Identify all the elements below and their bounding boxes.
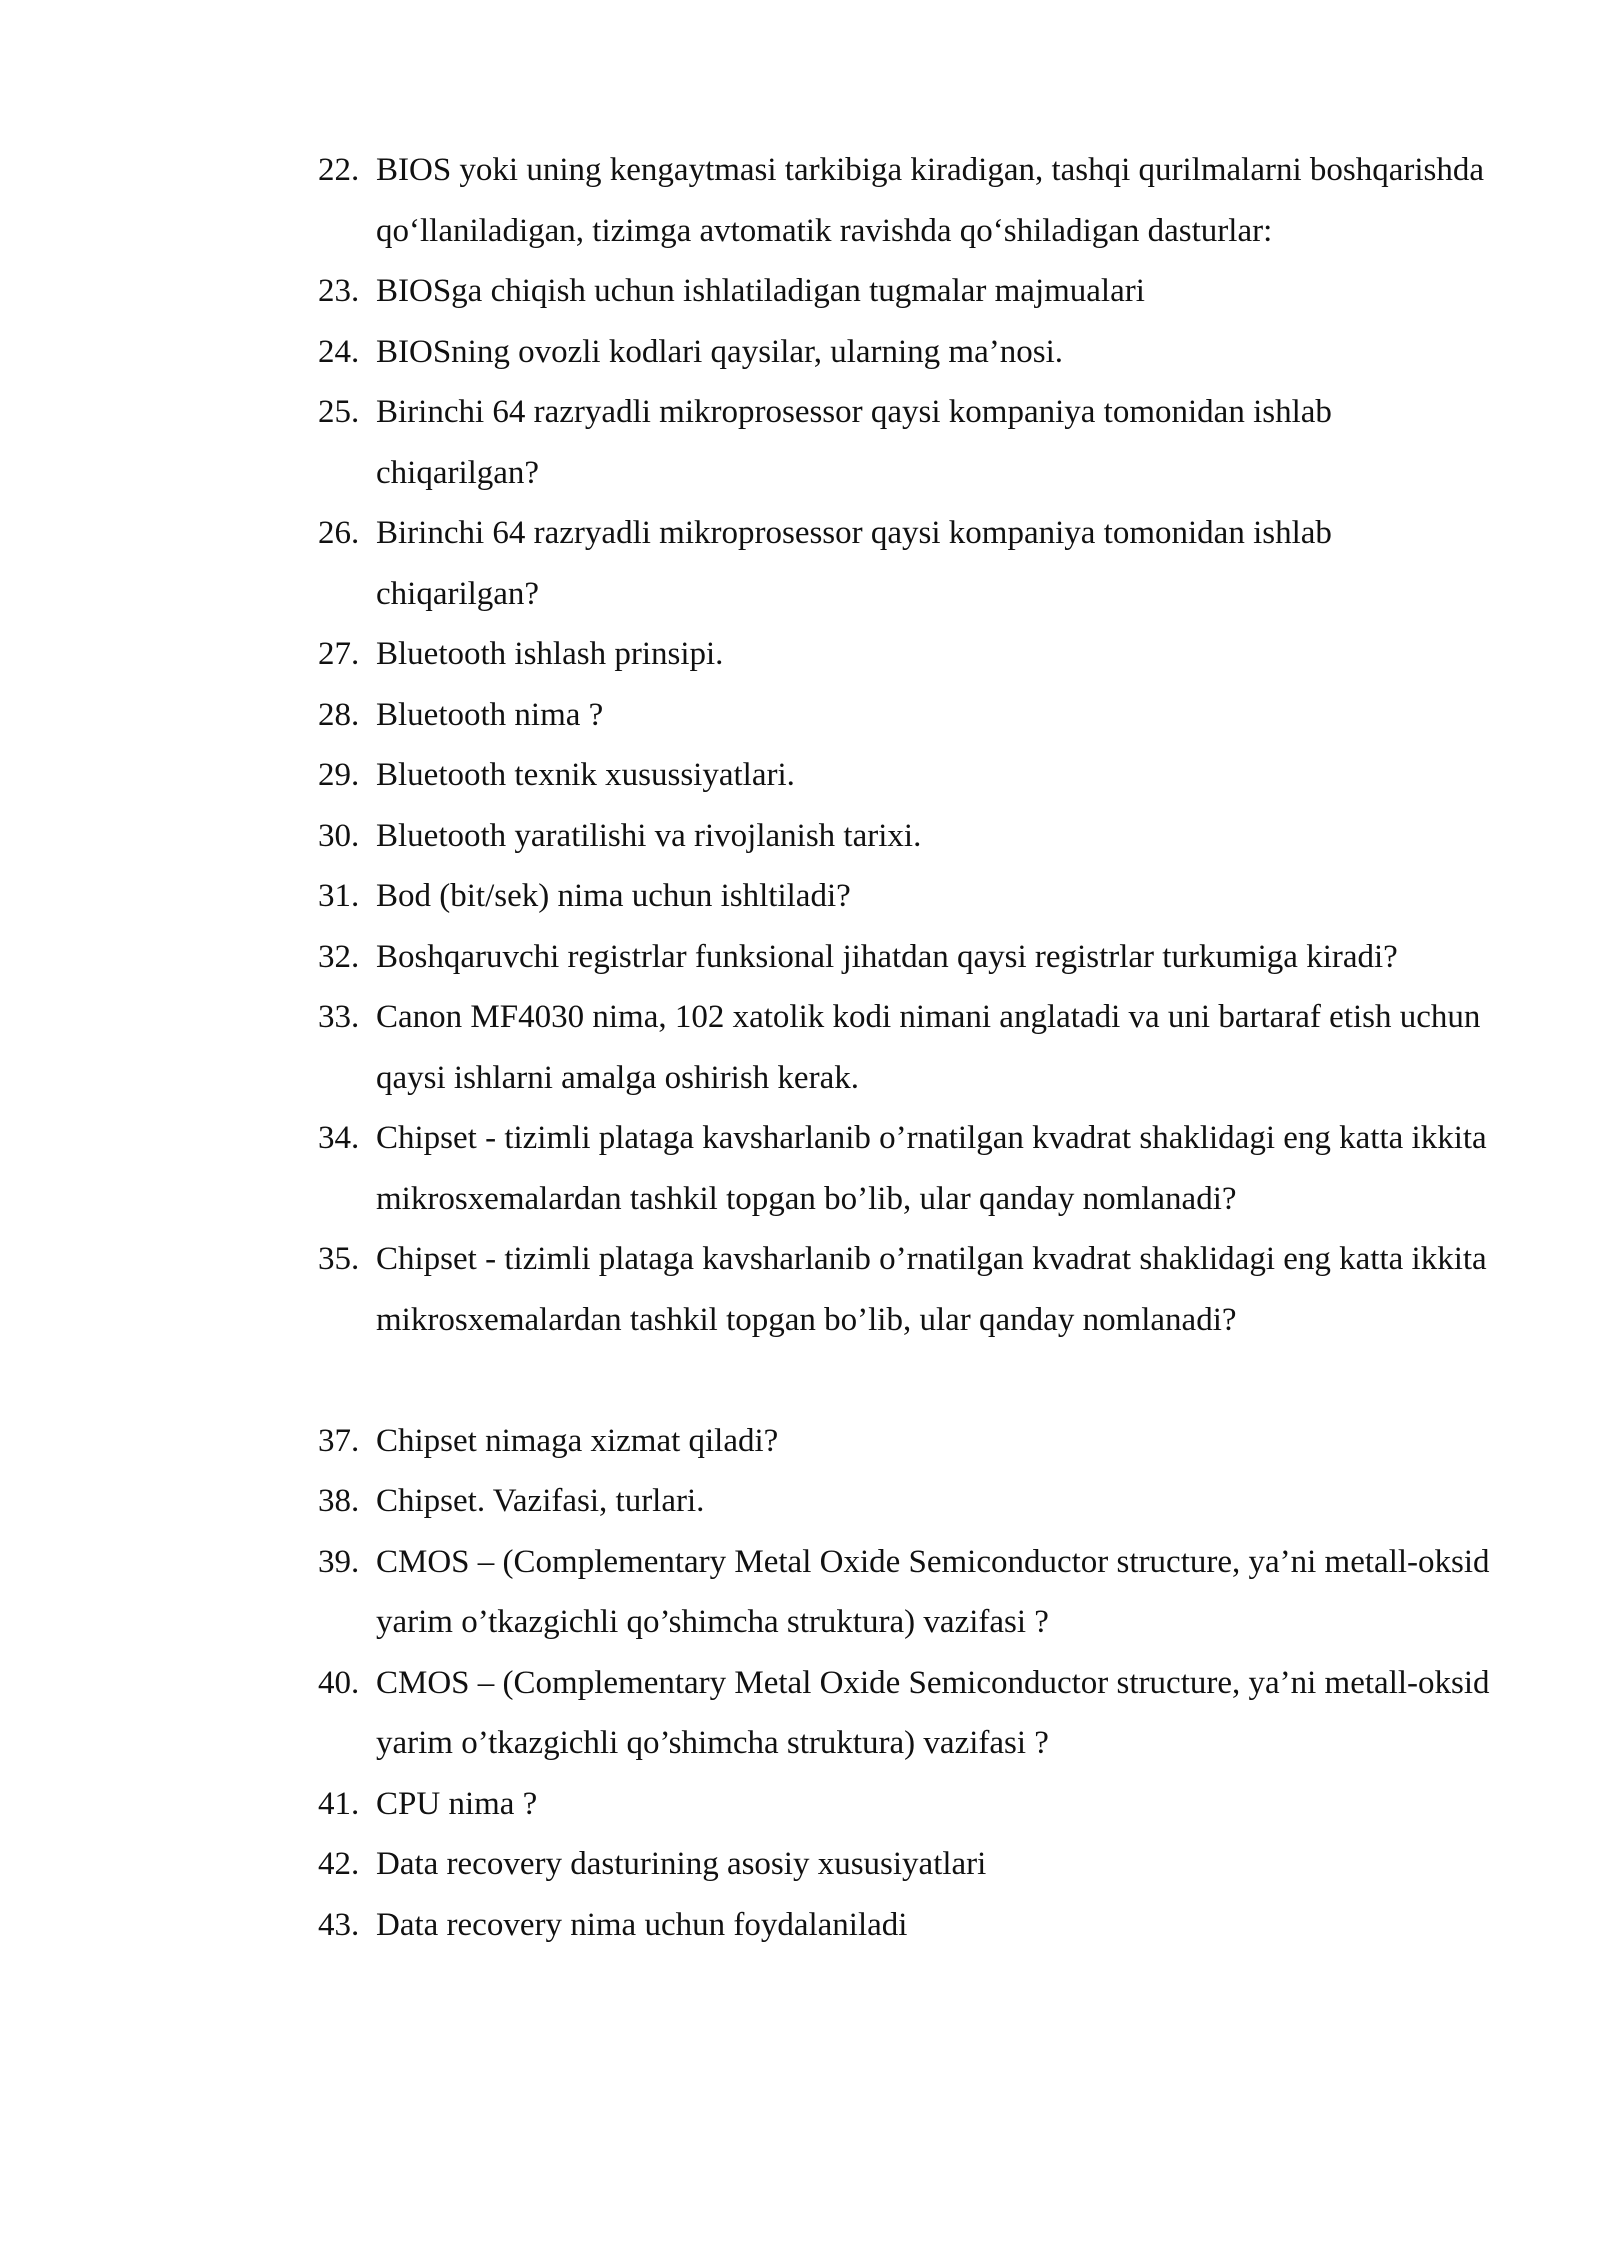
- question-item: [318, 261, 1498, 322]
- question-item: [318, 745, 1498, 806]
- question-number: 43.: [318, 1906, 360, 1943]
- question-item: [318, 1229, 1498, 1350]
- question-item: [318, 1411, 1498, 1472]
- question-item: [318, 1834, 1498, 1895]
- question-number: 29.: [318, 757, 360, 793]
- question-number: 25.: [318, 394, 360, 430]
- question-text: Bluetooth nima ?: [376, 696, 604, 733]
- question-item: [318, 1653, 1498, 1774]
- question-text: BIOSning ovozli kodlari qaysilar, ularning ma’nosi.: [376, 333, 1063, 370]
- question-text: Bluetooth yaratilishi va rivojlanish tarixi.: [376, 817, 922, 854]
- question-number: 38.: [318, 1483, 360, 1519]
- question-number: 42.: [318, 1846, 360, 1882]
- question-text: Canon MF4030 nima, 102 xatolik kodi nimani anglatadi va uni bartaraf etish uchun qaysi ishlarni amalga oshirish kerak.: [376, 999, 1481, 1096]
- question-number: 26.: [318, 515, 360, 551]
- question-item: [318, 322, 1498, 383]
- question-number: 33.: [318, 999, 360, 1035]
- question-text: Boshqaruvchi registrlar funksional jihatdan qaysi registrlar turkumiga kiradi?: [376, 938, 1398, 975]
- question-list: [318, 140, 1498, 1955]
- question-text: Chipset nimaga xizmat qiladi?: [376, 1422, 779, 1459]
- question-item: [318, 1532, 1498, 1653]
- question-item: [318, 806, 1498, 867]
- question-item: [318, 140, 1498, 261]
- question-number: 28.: [318, 696, 360, 733]
- question-number: 35.: [318, 1241, 360, 1277]
- question-number: 23.: [318, 273, 360, 309]
- question-text: Data recovery dasturining asosiy xususiyatlari: [376, 1846, 987, 1882]
- question-text: Bluetooth texnik xusussiyatlari.: [376, 757, 795, 793]
- question-item: [318, 624, 1498, 685]
- question-text: Birinchi 64 razryadli mikroprosessor qaysi kompaniya tomonidan ishlab chiqarilgan?: [376, 394, 1332, 491]
- question-text: Chipset - tizimli plataga kavsharlanib o’rnatilgan kvadrat shaklidagi eng katta ikkita mikrosxemalardan tashkil topgan bo’lib, ular qanday nomlanadi?: [376, 1241, 1487, 1338]
- question-text: BIOS yoki uning kengaytmasi tarkibiga kiradigan, tashqi qurilmalarni boshqarishda qo‘llaniladigan, tizimga avtomatik ravishda qo‘shiladigan dasturlar:: [376, 152, 1485, 249]
- question-number: 34.: [318, 1120, 360, 1156]
- question-text: Bluetooth ishlash prinsipi.: [376, 636, 724, 672]
- question-item: [318, 987, 1498, 1108]
- question-number: 41.: [318, 1785, 360, 1822]
- question-number: 37.: [318, 1422, 360, 1459]
- question-item: [318, 1471, 1498, 1532]
- question-text: CMOS – (Complementary Metal Oxide Semiconductor structure, ya’ni metall-oksid yarim o’tkazgichli qo’shimcha struktura) vazifasi ?: [376, 1543, 1490, 1640]
- question-number: 27.: [318, 636, 360, 672]
- question-number: 31.: [318, 878, 360, 914]
- question-number: 24.: [318, 333, 360, 370]
- question-text: Birinchi 64 razryadli mikroprosessor qaysi kompaniya tomonidan ishlab chiqarilgan?: [376, 515, 1332, 612]
- question-text: CMOS – (Complementary Metal Oxide Semiconductor structure, ya’ni metall-oksid yarim o’tkazgichli qo’shimcha struktura) vazifasi ?: [376, 1664, 1490, 1761]
- question-number: 39.: [318, 1543, 360, 1580]
- question-text: Chipset. Vazifasi, turlari.: [376, 1483, 705, 1519]
- question-item: [318, 1895, 1498, 1956]
- question-text: BIOSga chiqish uchun ishlatiladigan tugmalar majmualari: [376, 273, 1145, 309]
- question-item: [318, 1774, 1498, 1835]
- question-item: [318, 927, 1498, 988]
- question-item: [318, 1108, 1498, 1229]
- question-item: [318, 866, 1498, 927]
- question-text: Bod (bit/sek) nima uchun ishltiladi?: [376, 878, 851, 914]
- question-item: [318, 685, 1498, 746]
- question-text: Data recovery nima uchun foydalaniladi: [376, 1906, 908, 1943]
- question-item: [318, 382, 1498, 503]
- question-text: Chipset - tizimli plataga kavsharlanib o’rnatilgan kvadrat shaklidagi eng katta ikkita mikrosxemalardan tashkil topgan bo’lib, ular qanday nomlanadi?: [376, 1120, 1487, 1217]
- question-item: [318, 503, 1498, 624]
- question-number: 30.: [318, 817, 360, 854]
- question-text: CPU nima ?: [376, 1785, 538, 1822]
- question-number: 32.: [318, 938, 360, 975]
- question-number: 40.: [318, 1664, 360, 1701]
- question-number: 22.: [318, 152, 360, 188]
